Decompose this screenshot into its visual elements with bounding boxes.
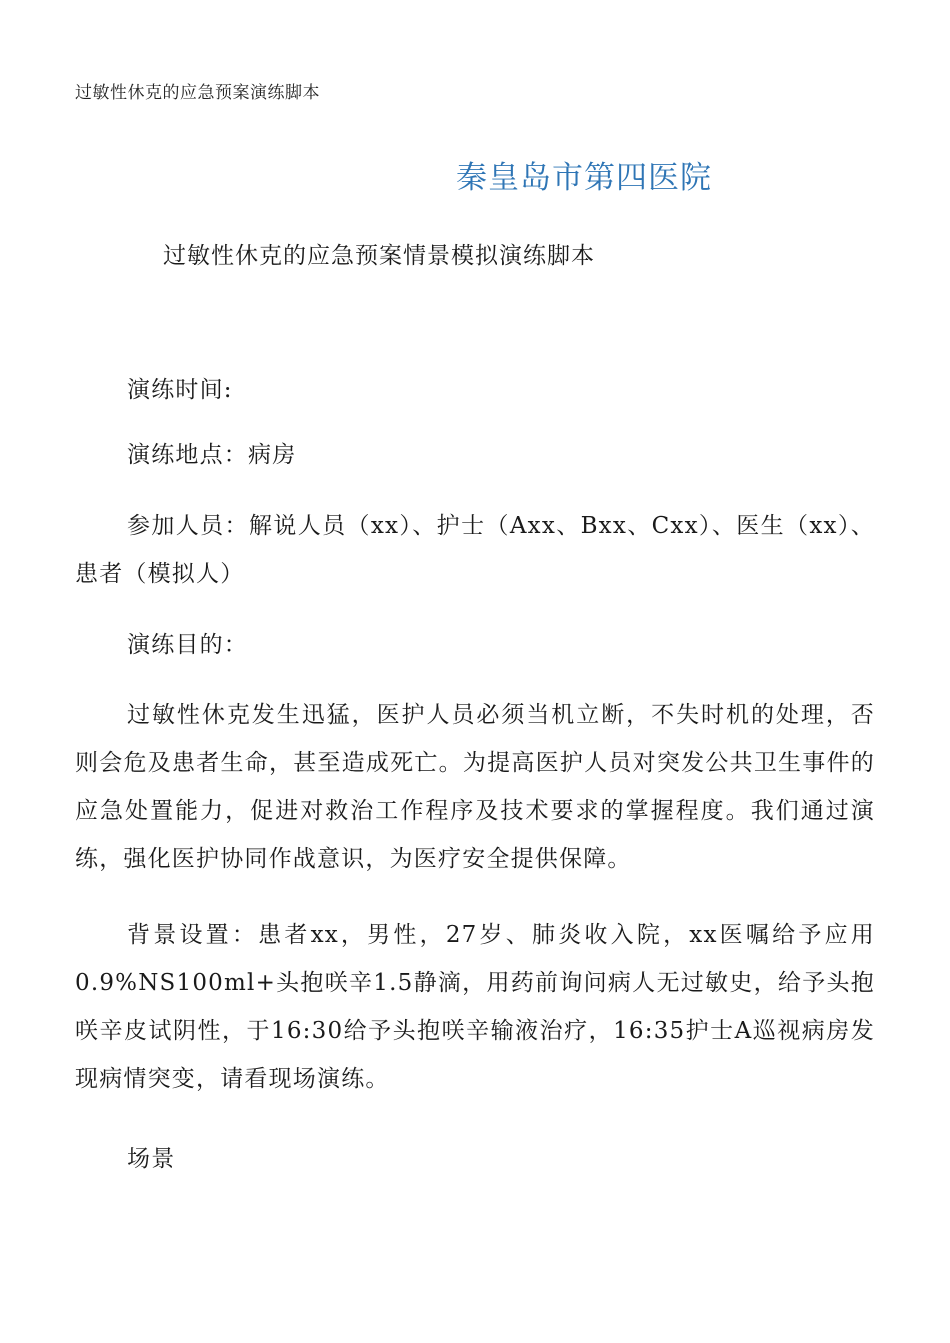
drill-place-field [75, 431, 875, 479]
purpose-text: 过敏性休克发生迅猛，医护人员必须当机立断，不失时机的处理，否则会危及患者生命，甚至造成死亡。为提高医护人员对突发公共卫生事件的应急处置能力，促进对救治工作程序及技术要求的掌握程度。我们通过演练，强化医护协同作战意识，为医疗安全提供保障。 [75, 702, 875, 872]
drill-time-field [75, 366, 875, 414]
running-header: 过敏性休克的应急预案演练脚本 [75, 83, 320, 103]
background-paragraph [75, 911, 875, 1103]
background-text: 背景设置：患者xx，男性，27岁、肺炎收入院，xx医嘱给予应用0.9%NS100ml+头抱咲辛1.5静滴，用药前询问病人无过敏史，给予头抱咲辛皮试阴性，于16:30给予头抱咲辛输液治疗，16:35护士A巡视病房发现病情突变，请看现场演练。 [75, 922, 875, 1092]
drill-time-label: 演练时间: [127, 377, 233, 403]
purpose-paragraph [75, 691, 875, 883]
scene-heading [75, 1135, 875, 1183]
hospital-name: 秦皇岛市第四医院 [456, 160, 712, 196]
purpose-label: 演练目的： [127, 632, 248, 658]
participants-text: 参加人员：解说人员（xx）、护士（Axx、Bxx、Cxx）、医生（xx）、患者（模拟人） [75, 513, 875, 587]
document-title: 过敏性休克的应急预案情景模拟演练脚本 [163, 243, 595, 269]
purpose-field [75, 621, 875, 669]
scene-label: 场景 [127, 1146, 176, 1172]
participants-field [75, 502, 875, 598]
drill-place-text: 演练地点：病房 [127, 442, 297, 468]
